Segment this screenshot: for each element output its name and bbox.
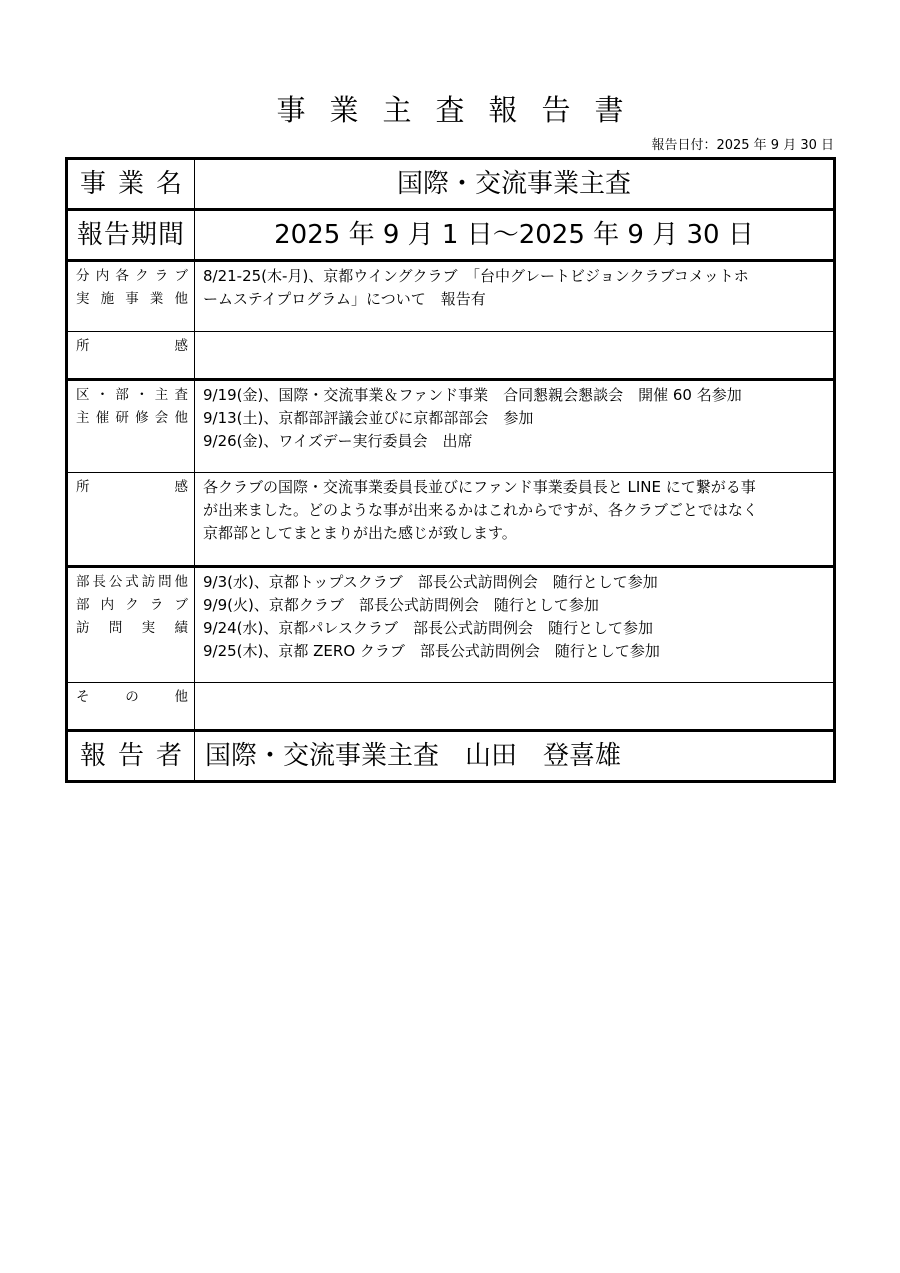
section1-line: 8/21-25(木-月)、京都ウイングクラブ 「台中グレートビジョンクラブコメットホ xyxy=(203,267,749,285)
section1-note-row xyxy=(67,332,835,380)
section2-line: 9/26(金)、ワイズデー実行委員会 出席 xyxy=(203,432,473,450)
period-row xyxy=(67,210,835,261)
report-table xyxy=(65,157,836,783)
section2-note-content xyxy=(195,473,833,545)
period-label: 報告期間 xyxy=(76,220,185,250)
section1-row xyxy=(67,261,835,332)
period-value: 2025 年 9 月 1 日～2025 年 9 月 30 日 xyxy=(274,220,754,250)
project-label: 事業名 xyxy=(80,169,195,199)
reporter-row xyxy=(67,731,835,782)
section3-line: 9/9(火)、京都クラブ 部長公式訪問例会 随行として参加 xyxy=(203,596,599,614)
section3-line: 9/24(水)、京都パレスクラブ 部長公式訪問例会 随行として参加 xyxy=(203,619,653,637)
project-value: 国際・交流事業主査 xyxy=(396,169,631,199)
section3-note-row xyxy=(67,683,835,731)
section3-label: 部長公式訪問他 部内クラブ 訪問実績 xyxy=(76,574,188,636)
section3-note-label: その他 xyxy=(76,689,188,705)
section2-note-row xyxy=(67,473,835,567)
section2-note-line: 各クラブの国際・交流事業委員長並びにファンド事業委員長と LINE にて繋がる事 xyxy=(203,478,756,496)
section2-content xyxy=(195,381,833,453)
section3-note-content xyxy=(195,683,833,686)
section1-line: ームステイプログラム」について 報告有 xyxy=(203,290,486,308)
section2-row xyxy=(67,380,835,473)
section1-content xyxy=(195,262,833,311)
section3-content xyxy=(195,568,833,663)
section2-line: 9/19(金)、国際・交流事業＆ファンド事業 合同懇親会懇談会 開催 60 名参加 xyxy=(203,386,742,404)
section3-row xyxy=(67,567,835,683)
section1-label: 分内各クラブ 実施事業他 xyxy=(76,268,188,307)
reporter-label: 報告者 xyxy=(80,741,195,771)
report-date: 報告日付：2025 年 9 月 30 日 xyxy=(651,138,834,153)
section2-line: 9/13(土)、京都部評議会並びに京都部部会 参加 xyxy=(203,409,534,427)
section1-note-label: 所感 xyxy=(76,338,188,354)
section2-note-line: が出来ました。どのような事が出来るかはこれからですが、各クラブごとではなく xyxy=(203,501,758,519)
section2-note-line: 京都部としてまとまりが出た感じが致します。 xyxy=(203,524,517,542)
project-row xyxy=(67,159,835,210)
section2-label: 区・部・主査 主催研修会他 xyxy=(76,387,188,426)
section3-line: 9/3(水)、京都トップスクラブ 部長公式訪問例会 随行として参加 xyxy=(203,573,658,591)
section2-note-label: 所感 xyxy=(76,479,188,495)
document-title: 事業主査報告書 xyxy=(276,93,648,127)
section3-line: 9/25(木)、京都 ZERO クラブ 部長公式訪問例会 随行として参加 xyxy=(203,642,660,660)
section1-note-content xyxy=(195,332,833,335)
reporter-value: 国際・交流事業主査 山田 登喜雄 xyxy=(205,741,622,771)
